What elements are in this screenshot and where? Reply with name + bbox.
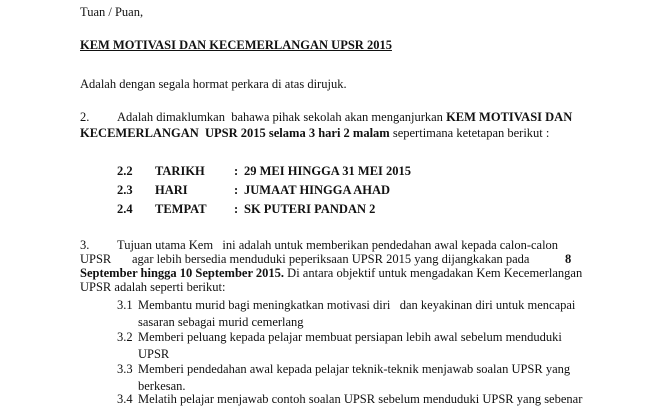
objective-line2: sasaran sebagai murid cemerlang [138,315,304,329]
para2-number: 2. [80,110,90,124]
para3-line2-middle: agar lebih bersedia menduduki peperiksaan UPSR 2015 yang dijangkakan pada [132,252,530,266]
objective-number: 3.4 [117,392,133,406]
detail-number: 2.4 [117,202,133,216]
objective-line1: Memberi peluang kepada pelajar membuat persiapan lebih awal sebelum menduduki [138,330,562,344]
objective-number: 3.2 [117,330,133,344]
objective-line1: Memberi pendedahan awal kepada pelajar teknik-teknik menjawab soalan UPSR yang [138,362,571,376]
para2-line1-bold: KEM MOTIVASI DAN [446,110,573,124]
intro-paragraph: Adalah dengan segala hormat perkara di atas dirujuk. [80,77,347,91]
objective-line1: Membantu murid bagi meningkatkan motivasi diri dan keyakinan diri untuk mencapai [138,298,576,312]
salutation: Tuan / Puan, [80,5,144,19]
detail-value: JUMAAT HINGGA AHAD [244,183,391,197]
para3-line4: UPSR adalah seperti berikut: [80,280,226,294]
detail-label: TEMPAT [155,202,207,216]
objective-number: 3.3 [117,362,133,376]
para3-line2-end: 8 [565,252,572,266]
detail-label: TARIKH [155,164,205,178]
para2-line2-bold: KECEMERLANGAN UPSR 2015 selama 3 hari 2 malam [80,126,390,140]
detail-colon: : [234,183,239,197]
detail-colon: : [234,164,239,178]
detail-colon: : [234,202,239,216]
para3-line1: Tujuan utama Kem ini adalah untuk memberikan pendedahan awal kepada calon-calon [117,238,559,252]
para2-line1 [117,110,573,125]
para2-line1-text: Adalah dimaklumkan bahawa pihak sekolah akan menganjurkan [117,110,447,124]
objective-line1: Melatih pelajar menjawab contoh soalan UPSR sebelum menduduki UPSR yang sebenar [138,392,583,406]
detail-number: 2.3 [117,183,133,197]
objective-number: 3.1 [117,298,133,312]
letter-title: KEM MOTIVASI DAN KECEMERLANGAN UPSR 2015 [80,38,392,52]
para3-line3-text: Di antara objektif untuk mengadakan Kem Kecemerlangan [284,266,583,280]
para3-line2-start: UPSR [80,252,112,266]
detail-label: HARI [155,183,188,197]
detail-value: SK PUTERI PANDAN 2 [244,202,376,216]
objective-line2: berkesan. [138,379,186,393]
para2-line2 [80,126,549,141]
para3-line3 [80,266,582,281]
detail-value: 29 MEI HINGGA 31 MEI 2015 [244,164,412,178]
para2-line2-text: sepertimana ketetapan berikut : [389,126,550,140]
objective-line2: UPSR [138,347,170,361]
detail-number: 2.2 [117,164,133,178]
para3-line3-bold: September hingga 10 September 2015. [80,266,285,280]
para3-number: 3. [80,238,90,252]
